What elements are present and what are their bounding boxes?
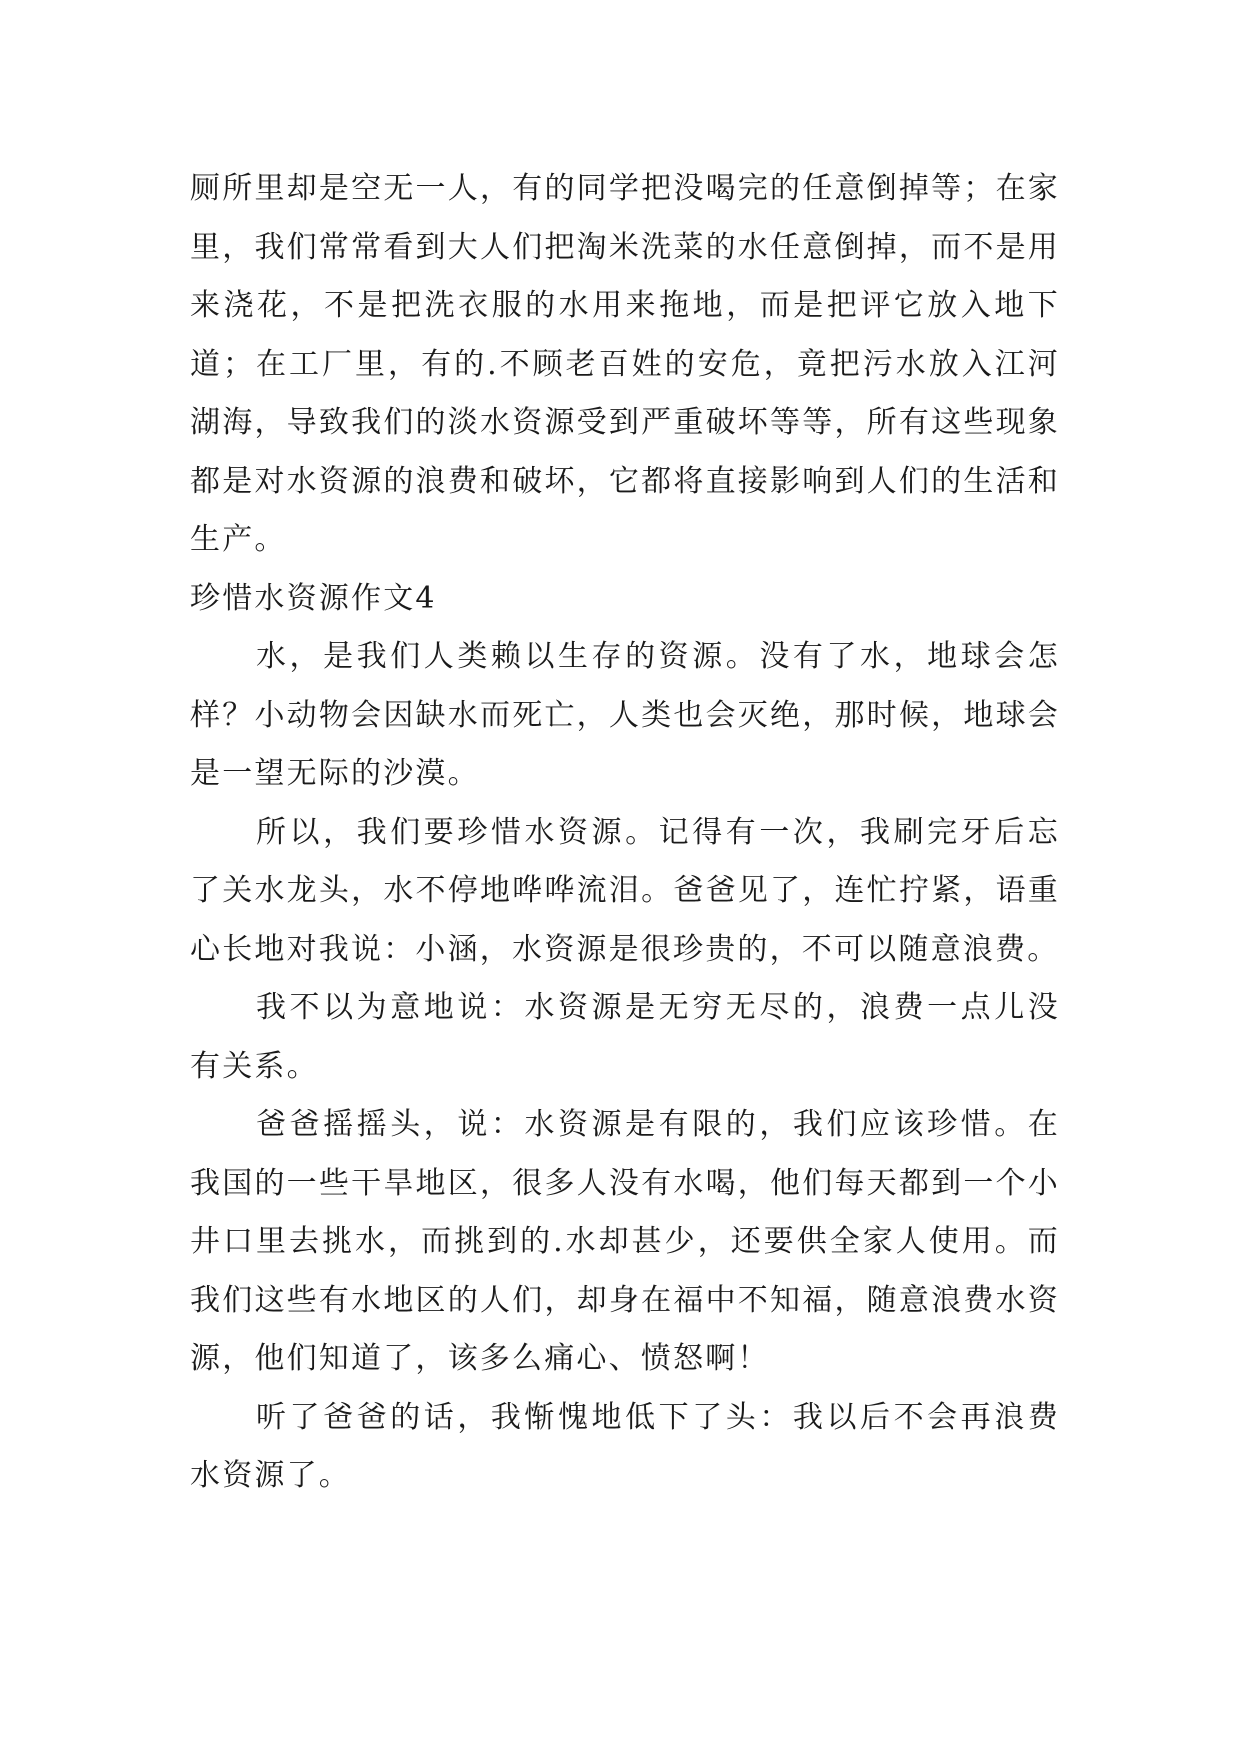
paragraph-2: 所以，我们要珍惜水资源。记得有一次，我刷完牙后忘了关水龙头，水不停地哗哗流泪。爸爸见了，连忙拧紧，语重心长地对我说：小涵，水资源是很珍贵的，不可以随意浪费。 <box>190 814 1060 967</box>
paragraph-continued: 厕所里却是空无一人，有的同学把没喝完的任意倒掉等；在家里，我们常常看到大人们把淘米洗菜的水任意倒掉，而不是用来浇花，不是把洗衣服的水用来拖地，而是把评它放入地下道；在工厂里，有的.不顾老百姓的安危，竟把污水放入江河湖海，导致我们的淡水资源受到严重破坏等等，所有这些现象都是对水资源的浪费和破坏，它都将直接影响到人们的生活和生产。 <box>190 171 1060 557</box>
essay-heading: 珍惜水资源作文4 <box>190 580 437 616</box>
paragraph-5: 听了爸爸的话，我惭愧地低下了头：我以后不会再浪费水资源了。 <box>190 1399 1060 1493</box>
paragraph-1: 水，是我们人类赖以生存的资源。没有了水，地球会怎样？小动物会因缺水而死亡，人类也会灭绝，那时候，地球会是一望无际的沙漠。 <box>190 639 1060 791</box>
paragraph-3: 我不以为意地说：水资源是无穷无尽的，浪费一点儿没有关系。 <box>190 990 1060 1084</box>
paragraph-4: 爸爸摇摇头，说：水资源是有限的，我们应该珍惜。在我国的一些干旱地区，很多人没有水喝，他们每天都到一个小井口里去挑水，而挑到的.水却甚少，还要供全家人使用。而我们这些有水地区的人们，却身在福中不知福，随意浪费水资源，他们知道了，该多么痛心、愤怒啊！ <box>190 1107 1060 1376</box>
document-body <box>190 160 1060 1506</box>
